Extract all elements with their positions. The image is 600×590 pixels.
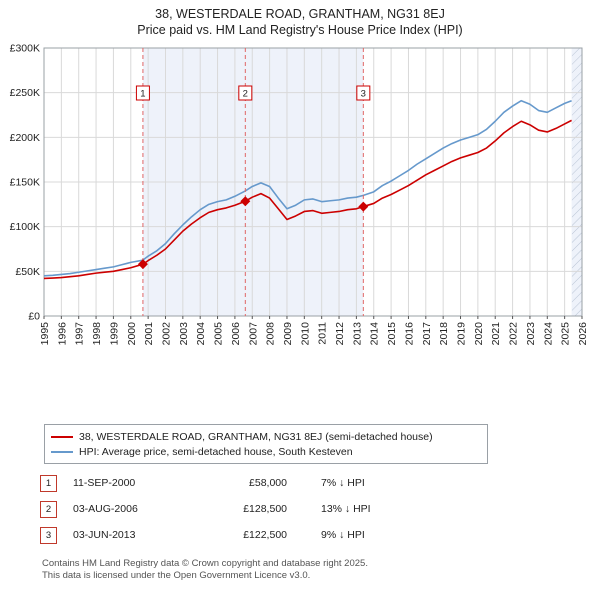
legend-label-property: 38, WESTERDALE ROAD, GRANTHAM, NG31 8EJ (semi-detached house) bbox=[79, 430, 433, 443]
svg-text:2002: 2002 bbox=[160, 322, 173, 346]
svg-text:2006: 2006 bbox=[229, 322, 242, 346]
svg-text:£200K: £200K bbox=[9, 131, 40, 144]
sale-price: £128,500 bbox=[243, 503, 287, 515]
title-line-1: 38, WESTERDALE ROAD, GRANTHAM, NG31 8EJ bbox=[155, 7, 445, 21]
svg-text:2001: 2001 bbox=[143, 322, 156, 346]
table-row bbox=[40, 496, 560, 522]
svg-text:2008: 2008 bbox=[264, 322, 277, 346]
svg-text:2021: 2021 bbox=[490, 322, 503, 346]
sale-date: 11-SEP-2000 bbox=[73, 477, 136, 489]
footer-line-2: This data is licensed under the Open Government Licence v3.0. bbox=[42, 570, 311, 581]
page-title bbox=[0, 0, 600, 38]
sale-hpi-delta: 7% ↓ HPI bbox=[321, 477, 365, 489]
svg-text:1: 1 bbox=[140, 88, 146, 100]
svg-text:2012: 2012 bbox=[334, 322, 347, 346]
svg-text:2: 2 bbox=[242, 88, 248, 100]
svg-text:1997: 1997 bbox=[73, 322, 86, 346]
legend-item-property bbox=[51, 429, 481, 444]
svg-text:2003: 2003 bbox=[177, 322, 190, 346]
sale-price: £122,500 bbox=[243, 529, 287, 541]
sale-date: 03-AUG-2006 bbox=[73, 503, 138, 515]
sale-index-badge: 1 bbox=[40, 475, 57, 492]
svg-text:£300K: £300K bbox=[9, 42, 40, 55]
legend-label-hpi: HPI: Average price, semi-detached house, South Kesteven bbox=[79, 445, 353, 458]
price-hpi-line-chart bbox=[0, 42, 600, 372]
sale-hpi-delta: 13% ↓ HPI bbox=[321, 503, 371, 515]
svg-text:2017: 2017 bbox=[420, 322, 433, 346]
svg-text:2000: 2000 bbox=[125, 322, 138, 346]
svg-text:2023: 2023 bbox=[524, 322, 537, 346]
svg-text:2011: 2011 bbox=[316, 322, 329, 345]
svg-text:2014: 2014 bbox=[368, 322, 381, 346]
sale-hpi-delta: 9% ↓ HPI bbox=[321, 529, 365, 541]
table-row bbox=[40, 470, 560, 496]
svg-text:2020: 2020 bbox=[472, 322, 485, 346]
sale-index-badge: 3 bbox=[40, 527, 57, 544]
svg-text:£50K: £50K bbox=[15, 265, 40, 278]
svg-text:2013: 2013 bbox=[351, 322, 364, 346]
svg-text:1999: 1999 bbox=[108, 322, 121, 346]
svg-text:2022: 2022 bbox=[507, 322, 520, 346]
svg-text:2018: 2018 bbox=[438, 322, 451, 346]
svg-text:2026: 2026 bbox=[577, 322, 589, 346]
svg-text:2010: 2010 bbox=[299, 322, 312, 346]
svg-text:£250K: £250K bbox=[9, 87, 40, 100]
legend-item-hpi bbox=[51, 444, 481, 459]
svg-text:2005: 2005 bbox=[212, 322, 225, 346]
svg-text:2019: 2019 bbox=[455, 322, 468, 346]
footer-line-1: Contains HM Land Registry data © Crown copyright and database right 2025. bbox=[42, 558, 368, 569]
legend-swatch-hpi bbox=[51, 451, 73, 453]
svg-text:£0: £0 bbox=[28, 310, 40, 323]
svg-text:2024: 2024 bbox=[542, 322, 555, 346]
svg-text:£100K: £100K bbox=[9, 221, 40, 234]
footer-attribution bbox=[42, 558, 368, 582]
chart-legend bbox=[44, 424, 488, 464]
svg-text:2007: 2007 bbox=[247, 322, 260, 346]
svg-text:1996: 1996 bbox=[56, 322, 69, 346]
svg-text:3: 3 bbox=[360, 88, 366, 100]
sale-date: 03-JUN-2013 bbox=[73, 529, 136, 541]
title-line-2: Price paid vs. HM Land Registry's House Price Index (HPI) bbox=[137, 23, 463, 37]
svg-text:2016: 2016 bbox=[403, 322, 416, 346]
chart-plot-area bbox=[0, 42, 600, 372]
table-row bbox=[40, 522, 560, 548]
svg-text:2004: 2004 bbox=[195, 322, 208, 346]
svg-text:2009: 2009 bbox=[281, 322, 294, 346]
svg-text:£150K: £150K bbox=[9, 176, 40, 189]
svg-text:2025: 2025 bbox=[559, 322, 572, 346]
svg-text:1995: 1995 bbox=[39, 322, 51, 346]
sale-index-badge: 2 bbox=[40, 501, 57, 518]
svg-text:2015: 2015 bbox=[386, 322, 399, 346]
sales-table bbox=[40, 470, 560, 548]
sale-price: £58,000 bbox=[249, 477, 287, 489]
svg-text:1998: 1998 bbox=[91, 322, 104, 346]
legend-swatch-property bbox=[51, 436, 73, 438]
